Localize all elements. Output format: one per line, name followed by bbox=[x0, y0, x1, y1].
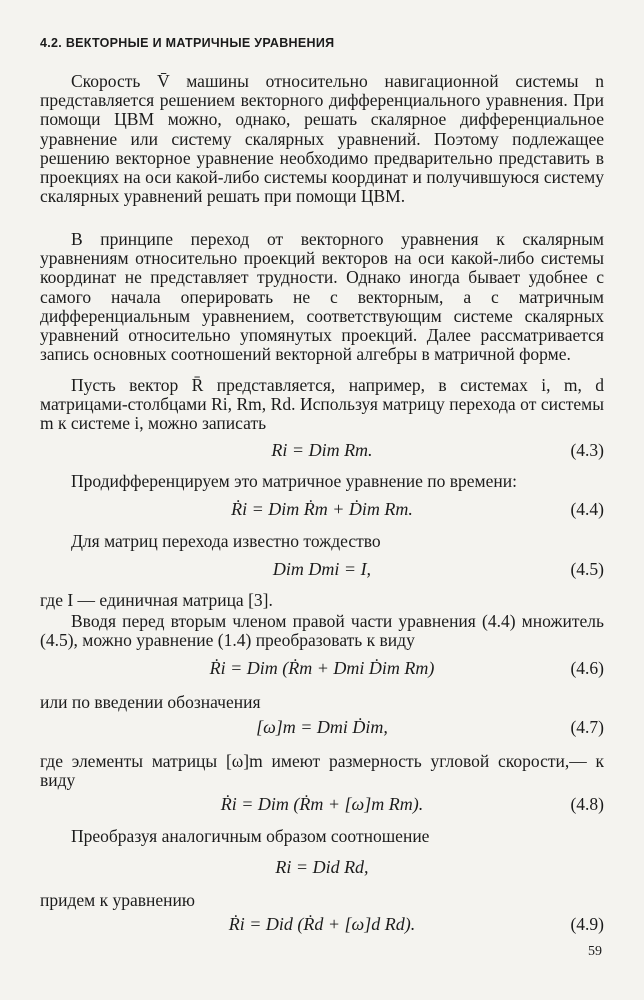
equation-4-7 bbox=[0, 715, 644, 743]
equation-number: (4.9) bbox=[570, 914, 604, 934]
paragraph-1: Скорость V̄ машины относительно навигационной системы n представляется решением векторного дифференциального уравнения. При помощи ЦВМ можно, однако, решать скалярное дифференциальное уравнение или систему скалярных уравнений. Поэтому подлежащее решению векторное уравнение необходимо предварительно представить в проекциях на оси какой-либо системы координат и получившуюся систему скалярных уравнений решать при помощи ЦВМ. bbox=[40, 71, 604, 207]
equation-number: (4.5) bbox=[570, 559, 604, 579]
paragraph-3: Пусть вектор R̄ представляется, например, в системах i, m, d матрицами-столбцами Ri, Rm, Rd. Используя матрицу перехода от системы m к системе i, можно записать bbox=[40, 375, 604, 434]
equation-4-6 bbox=[0, 656, 644, 684]
equation-number: (4.7) bbox=[570, 717, 604, 737]
equation-4-3 bbox=[0, 438, 644, 466]
section-title: 4.2. ВЕКТОРНЫЕ И МАТРИЧНЫЕ УРАВНЕНИЯ bbox=[40, 36, 335, 50]
equation-ri-d bbox=[0, 855, 644, 883]
paragraph-5: Для матриц перехода известно тождество bbox=[71, 531, 381, 551]
equation-number: (4.6) bbox=[570, 658, 604, 678]
equation-formula: Ṙi = Did (Ṙd + [ω]d Rd). bbox=[228, 914, 416, 934]
paragraph-10: Преобразуя аналогичным образом соотношение bbox=[71, 826, 430, 846]
equation-4-4 bbox=[0, 497, 644, 525]
paragraph-11: придем к уравнению bbox=[40, 890, 195, 910]
paragraph-6: где I — единичная матрица [3]. bbox=[40, 590, 273, 610]
paragraph-9: где элементы матрицы [ω]m имеют размерность угловой скорости,— к виду bbox=[40, 751, 604, 791]
paragraph-7: Вводя перед вторым членом правой части уравнения (4.4) множитель (4.5), можно уравнение (1.4) преобразовать к виду bbox=[40, 611, 604, 651]
equation-formula: [ω]m = Dmi Ḋim, bbox=[256, 717, 388, 737]
equation-formula: Dim Dmi = I, bbox=[272, 559, 372, 579]
equation-formula: Ri = Did Rd, bbox=[275, 857, 369, 877]
paragraph-8: или по введении обозначения bbox=[40, 692, 261, 712]
page-number: 59 bbox=[588, 944, 602, 959]
equation-number: (4.3) bbox=[570, 440, 604, 460]
equation-number: (4.4) bbox=[570, 499, 604, 519]
paragraph-2: В принципе переход от векторного уравнения к скалярным уравнениям относительно проекций векторов на оси какой-либо системы координат не представляет трудности. Однако иногда бывает удобнее с самого начала оперировать не с векторным, а с матричным дифференциальным уравнением, соответствующим системе скалярных уравнений относительно упомянутых проекций. Далее рассматривается запись основных соотношений векторной алгебры в матричной форме. bbox=[40, 229, 604, 365]
equation-formula: Ṙi = Dim (Ṙm + Dmi Ḋim Rm) bbox=[209, 658, 435, 678]
equation-formula: Ṙi = Dim (Ṙm + [ω]m Rm). bbox=[220, 794, 424, 814]
paragraph-4: Продифференцируем это матричное уравнение по времени: bbox=[71, 471, 517, 491]
equation-4-8 bbox=[0, 792, 644, 820]
equation-4-5 bbox=[0, 557, 644, 585]
equation-number: (4.8) bbox=[570, 794, 604, 814]
equation-formula: Ri = Dim Rm. bbox=[271, 440, 373, 460]
equation-4-9 bbox=[0, 912, 644, 940]
equation-formula: Ṙi = Dim Ṙm + Ḋim Rm. bbox=[231, 499, 413, 519]
